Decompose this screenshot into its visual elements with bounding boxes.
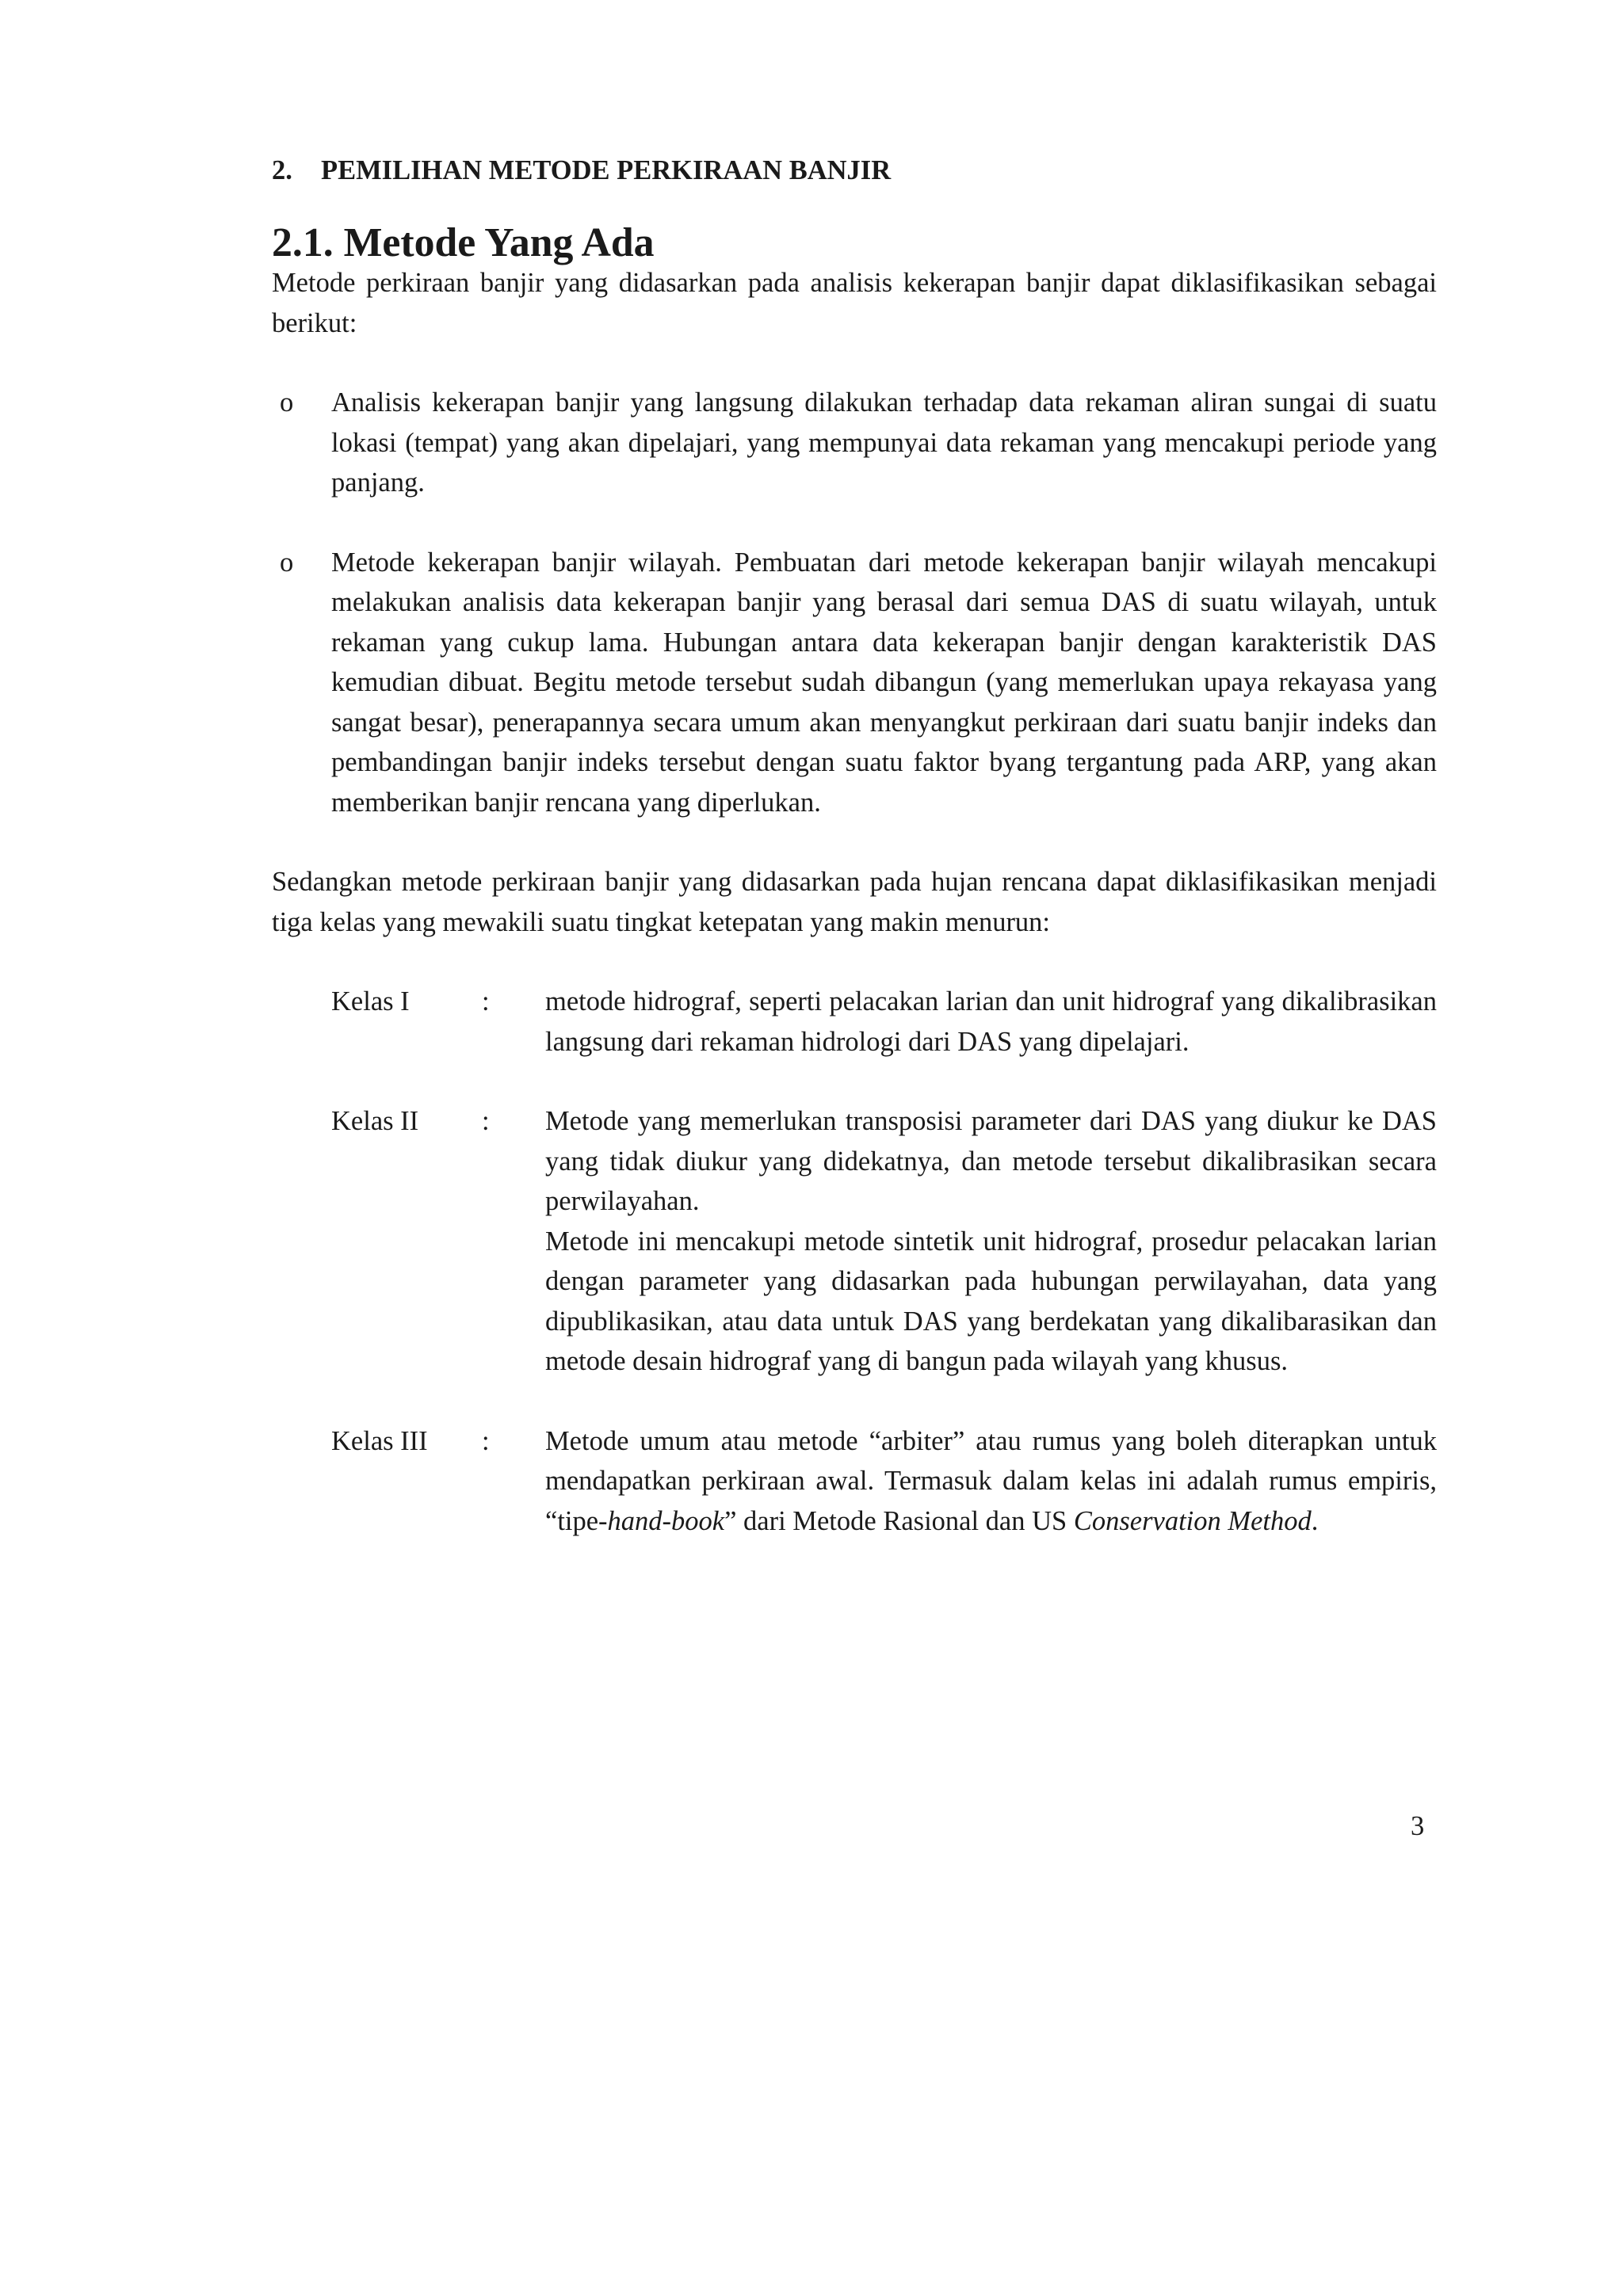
bullet-list [272,383,1437,822]
class-text: Metode yang memerlukan transposisi parameter dari DAS yang diukur ke DAS yang tidak diukur yang didekatnya, dan metode tersebut dikalibrasikan secara perwilayahan. [545,1106,1437,1216]
class-label: Kelas I [331,986,410,1016]
class-description [545,982,1437,1062]
section-number: 2. [272,155,292,185]
class-item-2 [331,1101,1437,1382]
class-text-continued: Metode ini mencakupi metode sintetik unit hidrograf, prosedur pelacakan larian dengan parameter yang didasarkan pada hubungan perwilayahan, data yang dipublikasikan, atau data untuk DAS yang berdekatan yang dikalibarasikan dan metode desain hidrograf yang di bangun pada wilayah yang khusus. [545,1226,1437,1376]
class-text: metode hidrograf, seperti pelacakan larian dan unit hidrograf yang dikalibrasikan langsung dari rekaman hidrologi dari DAS yang dipelajari. [545,986,1437,1057]
class-text-italic: hand-book [607,1505,725,1536]
class-text-italic: Conservation Method [1073,1505,1312,1536]
section-title: PEMILIHAN METODE PERKIRAAN BANJIR [321,155,892,185]
page-number: 3 [1411,1811,1425,1841]
class-label: Kelas II [331,1106,419,1136]
class-list [272,982,1437,1541]
list-item [272,383,1437,503]
class-text-part: ” dari Metode Rasional dan US [724,1505,1074,1536]
subsection-heading: 2.1. Metode Yang Ada [272,219,655,265]
bullet-text: Metode kekerapan banjir wilayah. Pembuatan dari metode kekerapan banjir wilayah mencakupi melakukan analisis data kekerapan banjir yang berasal dari semua DAS di suatu wilayah, untuk rekaman yang cukup lama. Hubungan antara data kekerapan banjir dengan karakteristik DAS kemudian dibuat. Begitu metode tersebut sudah dibangun (yang memerlukan upaya rekayasa yang sangat besar), penerapannya secara umum akan menyangkut perkiraan dari suatu banjir indeks dan pembandingan banjir indeks tersebut dengan suatu faktor byang tergantung pada ARP, yang akan memberikan banjir rencana yang diperlukan. [331,547,1437,818]
class-text-part: . [1311,1505,1319,1536]
bullet-text: Analisis kekerapan banjir yang langsung dilakukan terhadap data rekaman aliran sungai di suatu lokasi (tempat) yang akan dipelajari, yang mempunyai data rekaman yang mencakupi periode yang panjang. [331,387,1437,498]
class-item-1 [331,982,1437,1062]
intro-paragraph: Metode perkiraan banjir yang didasarkan pada analisis kekerapan banjir dapat diklasifikasikan sebagai berikut: [272,268,1437,338]
class-description [545,1101,1437,1382]
classification-paragraph: Sedangkan metode perkiraan banjir yang didasarkan pada hujan rencana dapat diklasifikasikan menjadi tiga kelas yang mewakili suatu tingkat ketepatan yang makin menurun: [272,867,1437,937]
class-label: Kelas III [331,1425,428,1456]
class-text [545,1421,1437,1542]
bullet-circle-icon: o [280,547,294,578]
section-heading [272,151,1437,191]
class-text-part: Metode umum atau metode “arbiter” atau rumus yang boleh diterapkan untuk mendapatkan perkiraan awal. Termasuk dalam kelas ini adalah rumus empiris, “tipe- [545,1425,1437,1536]
page-content [272,151,1437,1581]
class-description [545,1421,1437,1542]
class-item-3 [331,1421,1437,1542]
class-colon: : [482,1106,490,1136]
class-colon: : [482,986,490,1016]
list-item [272,543,1437,823]
class-colon: : [482,1425,490,1456]
bullet-circle-icon: o [280,387,294,418]
